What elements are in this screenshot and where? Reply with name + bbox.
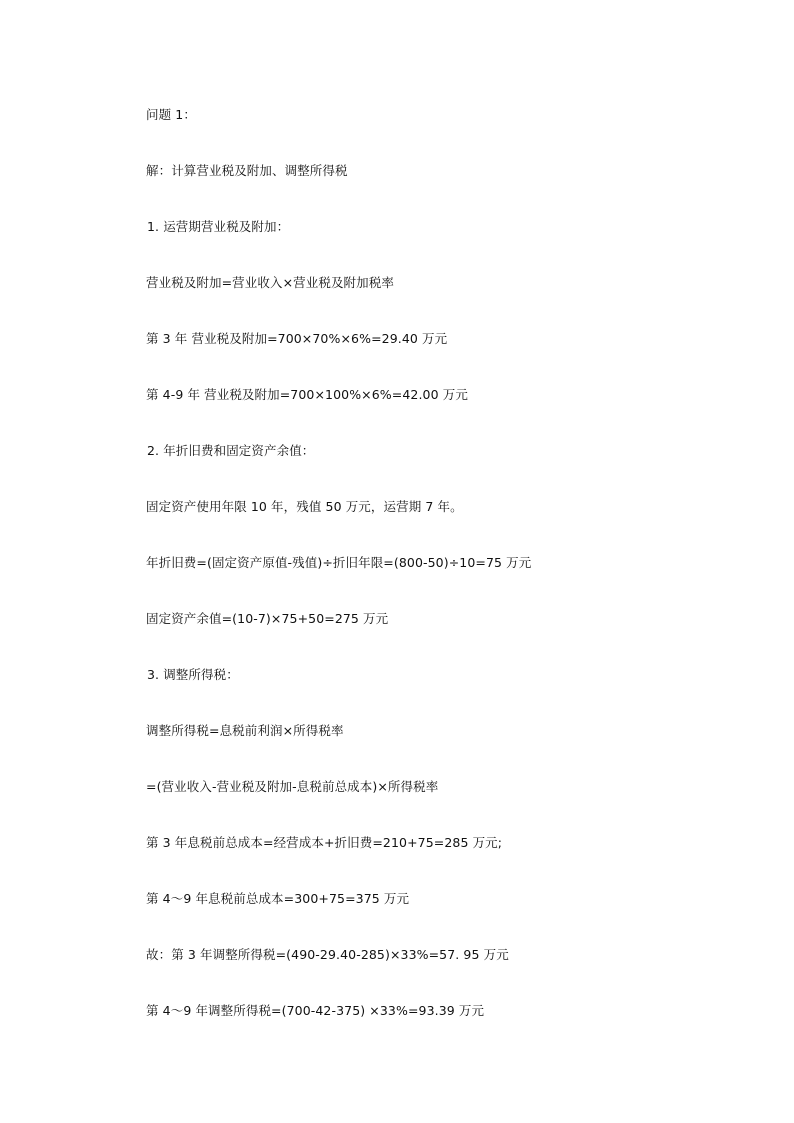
year-3-income-tax-result: 故：第 3 年调整所得税=(490-29.40-285)×33%=57. 95 万元	[146, 947, 509, 962]
income-tax-expanded: =(营业收入-营业税及附加-息税前总成本)×所得税率	[146, 779, 439, 794]
question-heading: 问题 1：	[146, 107, 196, 122]
income-tax-formula: 调整所得税=息税前利润×所得税率	[146, 723, 344, 738]
year-4-9-cost-line: 第 4～9 年息税前总成本=300+75=375 万元	[146, 891, 410, 906]
year-3-cost-line: 第 3 年息税前总成本=经营成本+折旧费=210+75=285 万元;	[146, 835, 503, 850]
section-heading-2: 2. 年折旧费和固定资产余值：	[147, 443, 315, 458]
calc-year-3-tax: 第 3 年 营业税及附加=700×70%×6%=29.40 万元	[146, 331, 448, 346]
section-heading-3: 3. 调整所得税：	[147, 667, 239, 682]
section-heading-1: 1. 运营期营业税及附加：	[147, 219, 290, 234]
residual-value-line: 固定资产余值=(10-7)×75+50=275 万元	[146, 611, 389, 626]
depreciation-formula: 年折旧费=(固定资产原值-残值)÷折旧年限=(800-50)÷10=75 万元	[146, 555, 532, 570]
solution-intro: 解：计算营业税及附加、调整所得税	[146, 163, 348, 178]
asset-info-line: 固定资产使用年限 10 年，残值 50 万元，运营期 7 年。	[146, 499, 463, 514]
formula-business-tax: 营业税及附加=营业收入×营业税及附加税率	[146, 275, 394, 290]
year-4-9-income-tax-result: 第 4～9 年调整所得税=(700-42-375) ×33%=93.39 万元	[146, 1003, 485, 1018]
calc-year-4-9-tax: 第 4-9 年 营业税及附加=700×100%×6%=42.00 万元	[146, 387, 468, 402]
